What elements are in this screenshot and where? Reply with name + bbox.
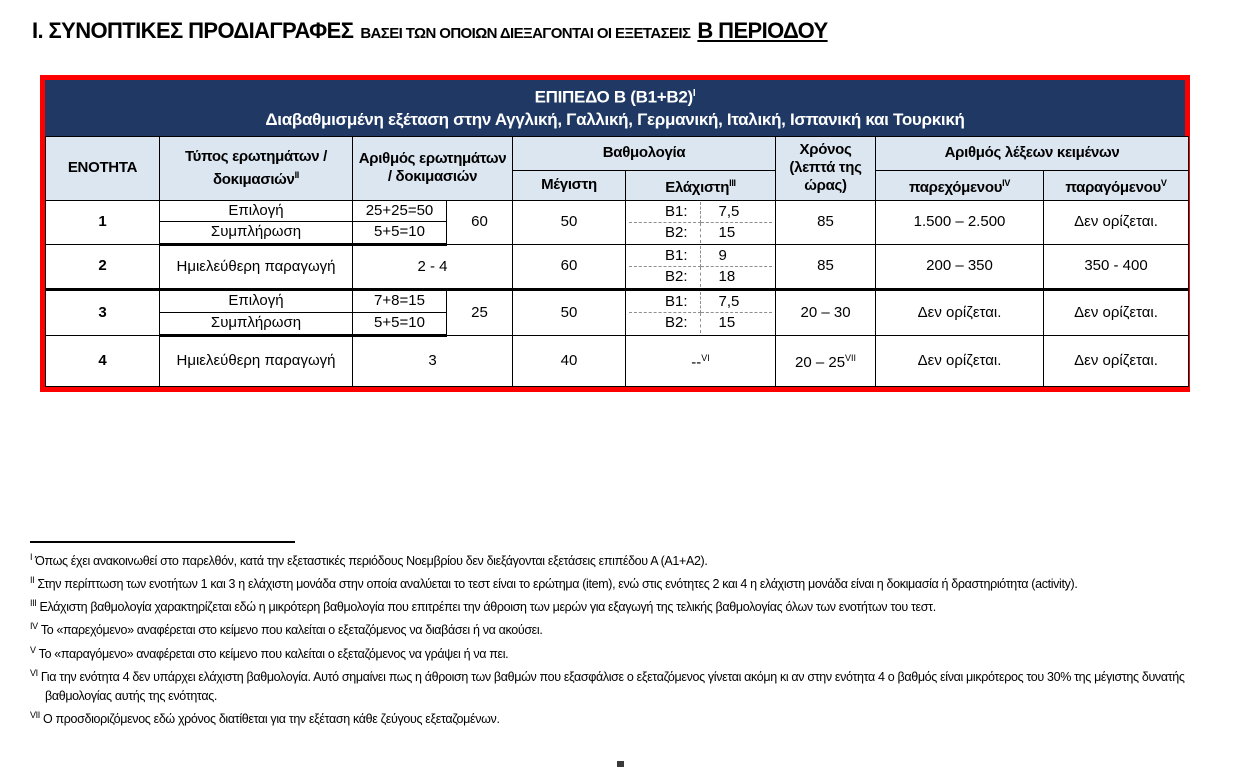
footnote-separator (30, 541, 295, 543)
question-count: 5+5=10 (353, 312, 447, 335)
score-min-b1-value: 7,5 (701, 202, 773, 223)
words-provided: 1.500 – 2.500 (876, 200, 1044, 244)
score-max: 60 (513, 244, 626, 289)
score-max: 40 (513, 335, 626, 386)
question-type: Ημιελεύθερη παραγωγή (160, 244, 353, 289)
question-type: Συμπλήρωση (160, 312, 353, 335)
score-min-dash: -- (691, 354, 702, 372)
footnote-2-marker: II (30, 575, 35, 586)
words-provided: Δεν ορίζεται. (876, 289, 1044, 335)
unit-number: 1 (46, 200, 160, 244)
col-header-type-text: Τύπος ερωτημάτων / δοκιμασιών (184, 147, 328, 188)
time-minutes-text: 20 – 25 (794, 354, 846, 372)
footnote-4-text: Το «παρεχόμενο» αναφέρεται στο κείμενο που καλείται ο εξεταζόμενος να διαβάσει ή να ακούσει. (40, 623, 543, 638)
table-banner (45, 80, 1185, 136)
page-title-sub: ΒΑΣΕΙ ΤΩΝ ΟΠΟΙΩΝ ΔΙΕΞΑΓΟΝΤΑΙ ΟΙ ΕΞΕΤΑΣΕΙΣ (360, 25, 691, 42)
col-header-score-max: Μέγιστη (513, 170, 626, 200)
time-minutes: 20 – 30 (776, 289, 876, 335)
banner-level (45, 83, 1185, 109)
question-total: 25 (447, 289, 513, 335)
words-provided: Δεν ορίζεται. (876, 335, 1044, 386)
time-footnote-ref: VII (845, 353, 857, 364)
score-min-b2-label: Β2: (629, 313, 701, 333)
footnote-4-marker: IV (30, 621, 38, 632)
page-edge-artifact (617, 761, 624, 767)
words-produced: Δεν ορίζεται. (1044, 335, 1189, 386)
question-type: Ημιελεύθερη παραγωγή (160, 335, 353, 386)
table-row-unit3a (46, 289, 1189, 312)
score-min-b1-label: Β1: (629, 202, 701, 223)
footnote-7-text: Ο προσδιοριζόμενος εδώ χρόνος διατίθεται για την εξέταση κάθε ζεύγους εξεταζομένων. (42, 712, 500, 727)
footnote-7-marker: VII (30, 709, 40, 720)
score-min-b2-label: Β2: (629, 267, 701, 287)
score-min (626, 335, 776, 386)
score-min (626, 289, 776, 335)
footnote-5-text: Το «παραγόμενο» αναφέρεται στο κείμενο που καλείται ο εξεταζόμενος να γράψει ή να πει. (38, 646, 509, 661)
unit-number: 4 (46, 335, 160, 386)
footnote-6-text: Για την ενότητα 4 δεν υπάρχει ελάχιστη βαθμολογία. Αυτό σημαίνει πως η άθροιση των βαθμών που εξασφάλισε ο εξεταζόμενος γίνεται ακόμη κι αν στην ενότητα 4 ο βαθμός είναι μικρότερος του 30% της μέγιστης δυνατής βαθμολογίας αυτής της ενότητας. (40, 669, 1185, 703)
question-count: 7+8=15 (353, 289, 447, 312)
score-min-b1-value: 7,5 (701, 292, 773, 313)
words-produced: Δεν ορίζεται. (1044, 289, 1189, 335)
footnotes (30, 541, 1215, 729)
footnote-6 (30, 664, 1215, 706)
score-min-b2-value: 15 (718, 314, 736, 332)
score-min-b1-value: 9 (701, 246, 773, 267)
question-type: Επιλογή (160, 200, 353, 221)
banner-languages: Διαβαθμισμένη εξέταση στην Αγγλική, Γαλλική, Γερμανική, Ιταλική, Ισπανική και Τουρκική (265, 109, 965, 129)
table-row-unit2 (46, 244, 1189, 289)
score-min-b1-label: Β1: (629, 292, 701, 313)
produced-footnote-ref: V (1160, 177, 1167, 188)
table-row-unit1a (46, 200, 1189, 221)
footnote-2-text: Στην περίπτωση των ενοτήτων 1 και 3 η ελάχιστη μονάδα στην οποία αναλύεται το τεστ είναι το ερώτημα (item), ενώ στις ενότητες 2 και 4 η ελάχιστη μονάδα είναι η δοκιμασία ή δραστηριότητα (activity). (37, 577, 1078, 592)
col-header-words-produced (1044, 170, 1189, 200)
question-count: 5+5=10 (353, 222, 447, 245)
words-produced: 350 - 400 (1044, 244, 1189, 289)
unit-number: 3 (46, 289, 160, 335)
score-max: 50 (513, 200, 626, 244)
footnote-5 (30, 641, 1215, 664)
page-title-main: Ι. ΣΥΝΟΠΤΙΚΕΣ ΠΡΟΔΙΑΓΡΑΦΕΣ (32, 18, 354, 43)
question-count: 25+25=50 (353, 200, 447, 221)
unit-number: 2 (46, 244, 160, 289)
min-footnote-ref: VI (701, 353, 710, 364)
footnote-3-text: Ελάχιστη βαθμολογία χαρακτηρίζεται εδώ η μικρότερη βαθμολογία που επιτρέπει την άθροιση των μερών για εξαγωγή της τελικής βαθμολογίας όλων των ενοτήτων του τεστ. (39, 600, 936, 615)
score-min-b1-label: Β1: (629, 246, 701, 267)
score-min-b2-value: 15 (718, 223, 736, 241)
footnote-6-marker: VI (30, 667, 38, 678)
page-title-period: Β ΠΕΡΙΟΔΟΥ (697, 18, 828, 43)
words-provided: 200 – 350 (876, 244, 1044, 289)
question-type: Συμπλήρωση (160, 222, 353, 245)
footnote-7 (30, 706, 1215, 729)
question-count: 2 - 4 (353, 244, 513, 289)
score-max: 50 (513, 289, 626, 335)
footnote-2 (30, 571, 1215, 594)
col-header-words-provided-text: παρεχόμενου (908, 178, 1003, 196)
col-header-type (160, 136, 353, 200)
col-header-count: Αριθμός ερωτημάτων / δοκιμασιών (353, 136, 513, 200)
score-min-b2-label: Β2: (629, 223, 701, 243)
footnote-1 (30, 548, 1215, 571)
score-min-footnote-ref: III (729, 177, 736, 188)
spec-grid (45, 136, 1189, 387)
words-produced: Δεν ορίζεται. (1044, 200, 1189, 244)
footnote-5-marker: V (30, 644, 36, 655)
question-total: 60 (447, 200, 513, 244)
type-footnote-ref: II (294, 169, 300, 180)
table-row-unit4 (46, 335, 1189, 386)
score-min (626, 200, 776, 244)
banner-level-text: ΕΠΙΠΕΔΟ Β (Β1+Β2) (534, 87, 693, 107)
footnote-4 (30, 617, 1215, 640)
col-header-time-note: (λεπτά της ώρας) (789, 159, 862, 195)
page-title (32, 18, 828, 44)
col-header-words-produced-text: παραγόμενου (1065, 178, 1161, 196)
col-header-time (776, 136, 876, 200)
score-min (626, 244, 776, 289)
col-header-score: Βαθμολογία (513, 136, 776, 170)
col-header-words: Αριθμός λέξεων κειμένων (876, 136, 1189, 170)
col-header-words-provided (876, 170, 1044, 200)
time-minutes: 85 (776, 244, 876, 289)
question-count: 3 (353, 335, 513, 386)
time-minutes: 85 (776, 200, 876, 244)
question-type: Επιλογή (160, 289, 353, 312)
footnote-1-marker: I (30, 552, 33, 562)
footnote-3 (30, 594, 1215, 617)
col-header-unit: ΕΝΟΤΗΤΑ (46, 136, 160, 200)
footnote-3-marker: III (30, 598, 37, 609)
banner-footnote-ref: I (692, 88, 696, 99)
score-min-b2-value: 18 (718, 267, 736, 285)
spec-table (40, 75, 1190, 392)
col-header-time-text: Χρόνος (799, 141, 852, 159)
col-header-score-min-text: Ελάχιστη (665, 178, 730, 196)
col-header-score-min (626, 170, 776, 200)
time-minutes (776, 335, 876, 386)
provided-footnote-ref: IV (1002, 177, 1011, 188)
footnote-1-text: Όπως έχει ανακοινωθεί στο παρελθόν, κατά την εξεταστικές περιόδους Νοεμβρίου δεν διεξάγονται εξετάσεις επιπέδου Α (Α1+Α2). (35, 554, 708, 569)
